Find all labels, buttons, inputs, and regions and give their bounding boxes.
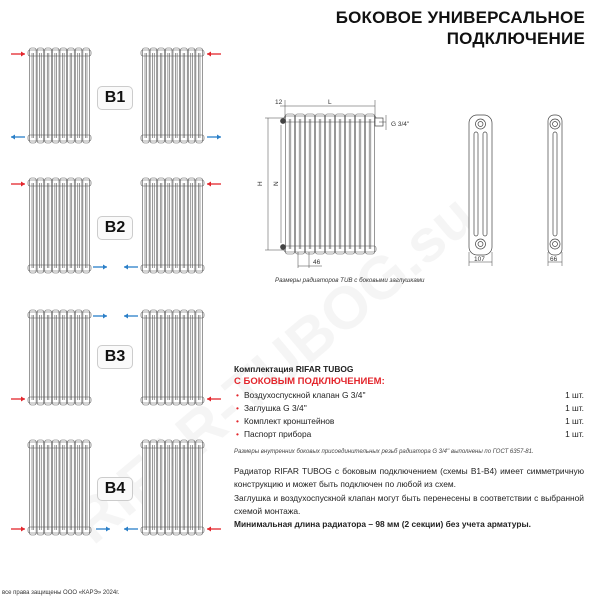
radiator-side-view-3col: [469, 115, 492, 255]
radiator-section: [158, 440, 165, 535]
radiator-section: [150, 440, 157, 535]
bullet-icon: •: [236, 429, 239, 439]
return-arrow-icon: [124, 314, 138, 319]
arrow-head: [21, 527, 25, 532]
radiator-section: [75, 310, 82, 405]
radiator-section: [173, 440, 180, 535]
kit-item-qty: 1 шт.: [565, 429, 584, 439]
dimension-drawing: [0, 0, 600, 290]
supply-arrow-icon: [207, 397, 221, 402]
arrow-head: [207, 397, 211, 402]
radiator-section: [158, 310, 165, 405]
bullet-icon: •: [236, 390, 239, 400]
bullet-icon: •: [236, 416, 239, 426]
radiator-icon: [141, 310, 204, 405]
radiator-section: [165, 310, 172, 405]
radiator-section: [296, 114, 305, 254]
arrow-head: [21, 397, 25, 402]
radiator-section: [356, 114, 365, 254]
arrow-head: [124, 527, 128, 532]
dim-l: L: [328, 99, 332, 106]
kit-item-qty: 1 шт.: [565, 403, 584, 413]
description-p3: Минимальная длина радиатора – 98 мм (2 секции) без учета арматуры.: [234, 519, 531, 530]
radiator-section: [326, 114, 335, 254]
kit-item-qty: 1 шт.: [565, 390, 584, 400]
radiator-section: [286, 114, 295, 254]
arrow-head: [124, 314, 128, 319]
dim-n: N: [273, 181, 280, 186]
return-arrow-icon: [93, 314, 107, 319]
title-line-2: ПОДКЛЮЧЕНИЕ: [446, 29, 585, 48]
radiator-section: [83, 440, 90, 535]
radiator-section: [83, 310, 90, 405]
radiator-section: [181, 310, 188, 405]
dim-66: 66: [550, 256, 558, 263]
title-line-1: БОКОВОЕ УНИВЕРСАЛЬНОЕ: [335, 8, 585, 27]
dim-107: 107: [474, 256, 485, 263]
kit-item-name: Заглушка G 3/4'': [243, 403, 307, 413]
dim-46: 46: [313, 259, 321, 266]
return-arrow-icon: [96, 527, 110, 532]
radiator-icon: [28, 440, 91, 535]
radiator-section: [316, 114, 325, 254]
radiator-section: [173, 310, 180, 405]
kit-item-name: Комплект кронштейнов: [243, 416, 335, 426]
radiator-section: [143, 310, 150, 405]
radiator-section: [30, 310, 37, 405]
radiator-icon: [28, 310, 91, 405]
radiator-section: [188, 440, 195, 535]
kit-section: [234, 364, 584, 442]
scheme-label-b2: B2: [97, 216, 133, 240]
radiator-section: [45, 310, 52, 405]
radiator-section: [37, 440, 44, 535]
kit-item: [234, 390, 584, 403]
radiator-section: [143, 440, 150, 535]
radiator-section: [60, 310, 67, 405]
return-arrow-icon: [124, 527, 138, 532]
kit-item-qty: 1 шт.: [565, 416, 584, 426]
dim-h: H: [257, 181, 264, 186]
kit-item: [234, 416, 584, 429]
arrow-head: [106, 527, 110, 532]
kit-subheading: С БОКОВЫМ ПОДКЛЮЧЕНИЕМ:: [234, 376, 385, 387]
radiator-section: [30, 440, 37, 535]
arrow-head: [103, 314, 107, 319]
kit-item-name: Воздухоспускной клапан G 3/4'': [243, 390, 366, 400]
radiator-section: [188, 310, 195, 405]
radiator-section: [165, 440, 172, 535]
radiator-section: [336, 114, 345, 254]
radiator-section: [68, 440, 75, 535]
radiator-icon: [141, 440, 204, 535]
scheme-label-b4: B4: [97, 477, 133, 501]
radiator-section: [68, 310, 75, 405]
radiator-section: [52, 440, 59, 535]
dim-12: 12: [275, 99, 283, 106]
scheme-label-b1: B1: [97, 86, 133, 110]
radiator-section: [196, 310, 203, 405]
description-p1: Радиатор RIFAR TUBOG с боковым подключением (схемы B1-B4) имеет симметричную конструкцию и может быть подключен по любой из схем.: [234, 466, 584, 490]
radiator-section: [181, 440, 188, 535]
supply-arrow-icon: [11, 397, 25, 402]
radiator-section: [52, 310, 59, 405]
plug-icon: [281, 245, 286, 250]
radiator-section: [150, 310, 157, 405]
supply-arrow-icon: [207, 527, 221, 532]
radiator-side-view-2col: [548, 115, 562, 255]
kit-item-name: Паспорт прибора: [243, 429, 312, 439]
thread-note: Размеры внутренних боковых присоединительных резьб радиатора G 3/4'' выполнены по ГОСТ 6357-81.: [234, 449, 534, 455]
arrow-head: [207, 527, 211, 532]
description: [234, 465, 584, 531]
bullet-icon: •: [236, 403, 239, 413]
radiator-section: [45, 440, 52, 535]
radiator-section: [60, 440, 67, 535]
drawing-caption: Размеры радиаторов TUB с боковыми заглушками: [275, 277, 425, 284]
copyright: все права защищены ООО «КАРЭ» 2024г.: [2, 590, 120, 596]
radiator-front-view: [281, 114, 384, 254]
supply-arrow-icon: [11, 527, 25, 532]
kit-item: [234, 429, 584, 442]
scheme-label-b3: B3: [97, 345, 133, 369]
kit-heading: Комплектация RIFAR TUBOG: [234, 364, 354, 374]
radiator-section: [37, 310, 44, 405]
radiator-section: [306, 114, 315, 254]
thread-label: G 3/4'': [391, 121, 410, 128]
radiator-section: [75, 440, 82, 535]
radiator-section: [196, 440, 203, 535]
radiator-section: [346, 114, 355, 254]
air-valve-icon: [281, 119, 286, 124]
kit-item: [234, 403, 584, 416]
description-p2: Заглушка и воздухоспускной клапан могут быть перенесены в соответствии с выбранной схемой монтажа.: [234, 492, 584, 516]
radiator-icon: [284, 114, 376, 254]
radiator-section: [366, 114, 375, 254]
